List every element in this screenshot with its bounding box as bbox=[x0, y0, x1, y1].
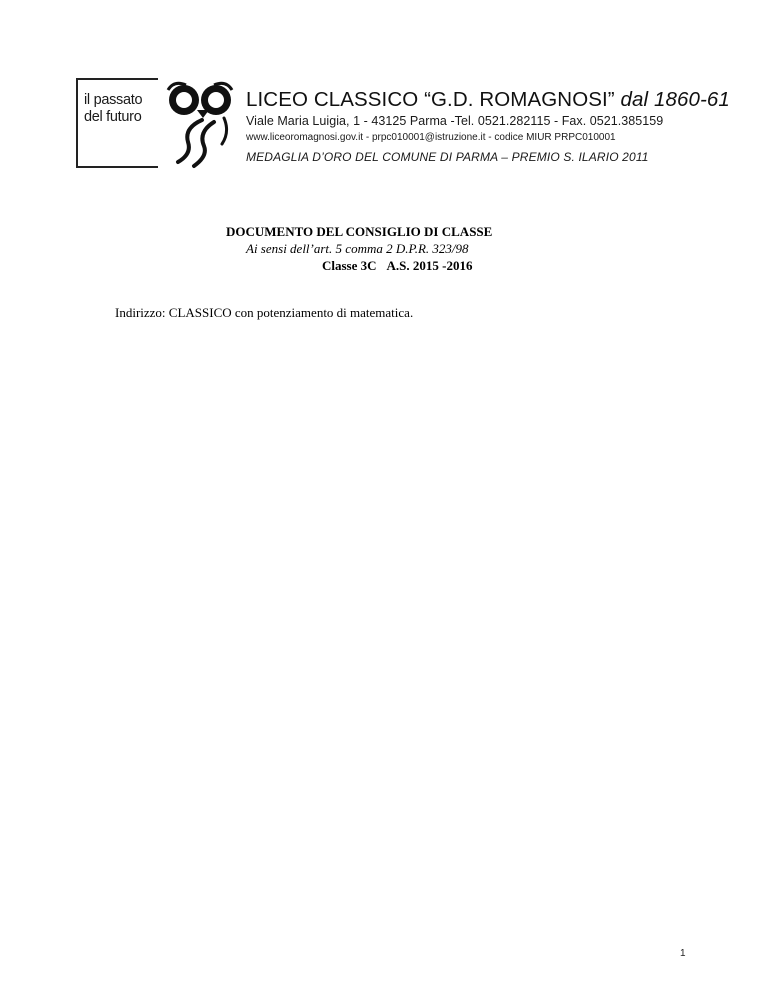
tagline-line-2: del futuro bbox=[84, 109, 142, 125]
document-title: DOCUMENTO DEL CONSIGLIO DI CLASSE bbox=[226, 224, 493, 239]
tagline-line-1: il passato bbox=[84, 92, 143, 108]
school-contacts: www.liceoromagnosi.gov.it - prpc010001@istruzione.it - codice MIUR PRPC010001 bbox=[246, 132, 616, 143]
class-label: Classe 3C bbox=[322, 258, 377, 273]
curriculum-line: Indirizzo: CLASSICO con potenziamento di matematica. bbox=[115, 305, 414, 320]
school-year: A.S. 2015 -2016 bbox=[386, 258, 473, 273]
document-subtitle: Ai sensi dell’art. 5 comma 2 D.P.R. 323/98 bbox=[246, 241, 469, 256]
school-name bbox=[246, 88, 730, 112]
document-class-line bbox=[322, 258, 472, 274]
school-address: Viale Maria Luigia, 1 - 43125 Parma -Tel. 0521.282115 - Fax. 0521.385159 bbox=[246, 114, 664, 128]
page-number: 1 bbox=[680, 948, 686, 959]
school-name-text: LICEO CLASSICO “G.D. ROMAGNOSI” bbox=[246, 88, 615, 111]
school-award: MEDAGLIA D’ORO DEL COMUNE DI PARMA – PREMIO S. ILARIO 2011 bbox=[246, 150, 649, 164]
owl-logo-icon bbox=[164, 80, 242, 170]
tagline bbox=[84, 92, 142, 126]
school-since: dal 1860-61 bbox=[620, 88, 730, 111]
tagline-box bbox=[76, 78, 158, 168]
